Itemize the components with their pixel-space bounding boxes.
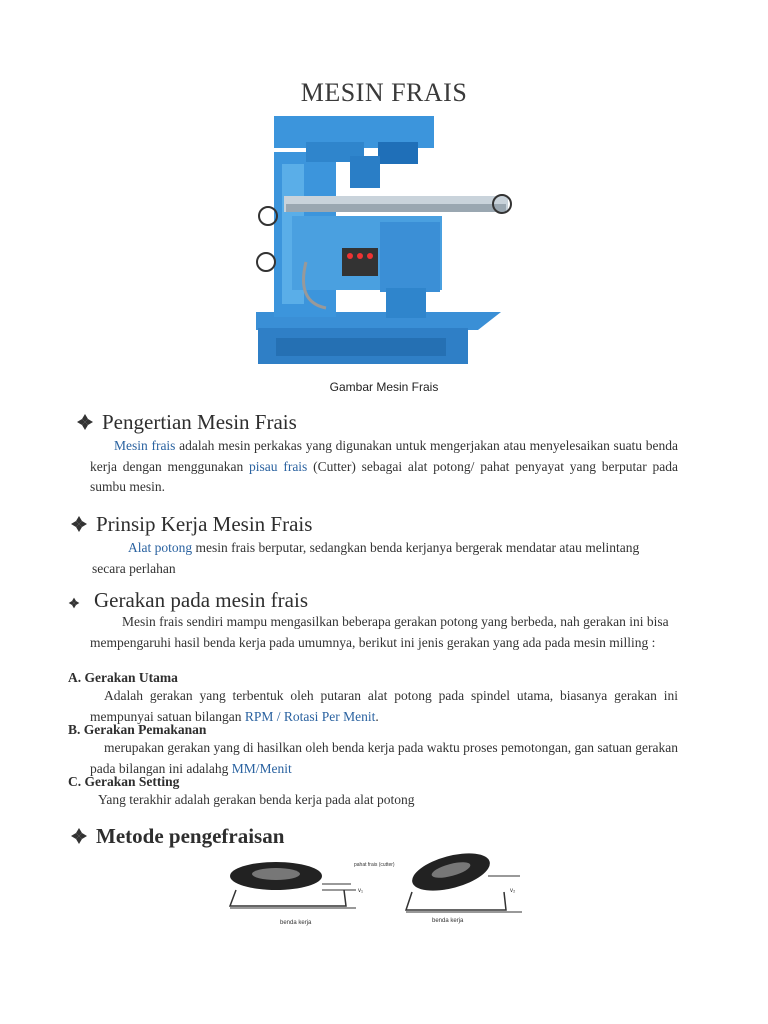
section-heading-gerakan: Gerakan pada mesin frais [68,588,308,613]
link-pisau-frais[interactable]: pisau frais [249,458,308,474]
diagram-label-benda-kerja-right: benda kerja [432,918,464,924]
link-rpm[interactable]: RPM / Rotasi Per Menit [244,708,376,724]
diamond-bullet-icon [76,413,94,431]
diamond-bullet-icon [68,597,80,609]
paragraph-prinsip: Alat potong mesin frais berputar, sedangkan benda kerjanya bergerak mendatar atau melintang secara perlahan [92,540,640,576]
paragraph-gerakan-pemakanan: merupakan gerakan yang di hasilkan oleh benda kerja pada waktu proses pemotongan, gan satuan gerakan pada bilangan ini adalahg MM/Menit [90,740,678,776]
link-mesin-frais[interactable]: Mesin frais [114,438,176,453]
paragraph-gerakan-setting: Yang terakhir adalah gerakan benda kerja pada alat potong [98,792,415,807]
section-heading-prinsip: Prinsip Kerja Mesin Frais [70,512,312,537]
paragraph-gerakan-utama: Adalah gerakan yang terbentuk oleh putaran alat potong pada spindel utama, biasanya gerakan ini mempunyai satuan bilangan RPM / Rotasi Per Menit. [90,688,678,724]
section-heading-metode: Metode pengefraisan [70,824,284,849]
diamond-bullet-icon [70,515,88,533]
link-mm-menit[interactable]: MM/Menit [231,760,292,776]
paragraph-pengertian: Mesin frais adalah mesin perkakas yang digunakan untuk mengerjakan atau menyelesaikan suatu benda kerja dengan menggunakan pisau frais (Cutter) sebagai alat potong/ pahat penyayat yang berputar pada sumbu mesin. [90,438,678,494]
page-title: MESIN FRAIS [300,78,468,107]
diagram-label-v2: v₂ [510,888,516,894]
section-heading-pengertian: Pengertian Mesin Frais [76,410,297,435]
milling-machine-image [246,112,516,374]
paragraph-gerakan-intro: Mesin frais sendiri mampu mengasilkan beberapa gerakan potong yang berbeda, nah gerakan ini bisa mempengaruhi hasil benda kerja pada umumnya, berikut ini jenis gerakan yang ada pada mesin milling : [90,614,669,650]
list-label-gerakan-setting: C. Gerakan Setting [68,774,180,789]
diagram-label-benda-kerja-left: benda kerja [280,920,312,926]
link-alat-potong[interactable]: Alat potong [128,540,193,555]
image-caption: Gambar Mesin Frais [329,380,439,394]
diagram-label-v1: v₁ [358,888,364,894]
list-label-gerakan-pemakanan: B. Gerakan Pemakanan [68,722,207,737]
diamond-bullet-icon [70,827,88,845]
milling-method-diagram [226,846,526,932]
diagram-label-cutter: pahat frais (cutter) [354,862,395,868]
list-label-gerakan-utama: A. Gerakan Utama [68,670,178,685]
